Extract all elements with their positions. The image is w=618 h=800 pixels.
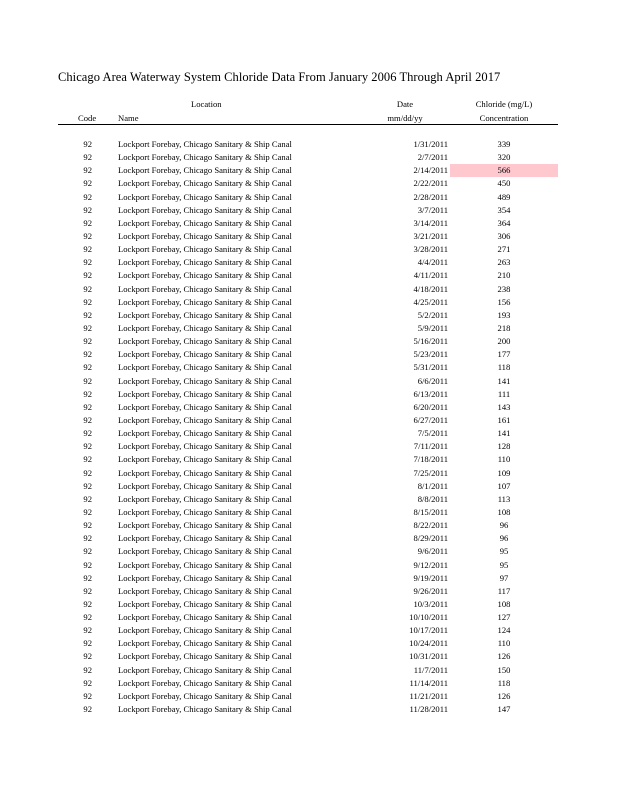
row-date: 6/20/2011: [413, 401, 448, 412]
row-code: 92: [83, 690, 92, 701]
row-code: 92: [83, 375, 92, 386]
header-chloride: Chloride (mg/L): [475, 99, 533, 109]
row-location-name: Lockport Forebay, Chicago Sanitary & Ship Canal: [118, 322, 292, 333]
row-concentration: 450: [497, 178, 511, 189]
row-date: 10/24/2011: [409, 638, 448, 649]
table-row: [0, 204, 618, 217]
table-row: [0, 532, 618, 545]
row-concentration: 210: [497, 270, 511, 281]
row-code: 92: [83, 704, 92, 715]
table-row: [0, 519, 618, 532]
table-row: [0, 388, 618, 401]
row-concentration: 364: [497, 217, 511, 228]
row-concentration: 96: [499, 520, 509, 531]
table-row: [0, 611, 618, 624]
row-code: 92: [83, 152, 92, 163]
table-row: [0, 164, 618, 177]
row-code: 92: [83, 414, 92, 425]
row-code: 92: [83, 257, 92, 268]
row-location-name: Lockport Forebay, Chicago Sanitary & Ship Canal: [118, 520, 292, 531]
row-code: 92: [83, 270, 92, 281]
row-date: 10/10/2011: [409, 612, 448, 623]
row-code: 92: [83, 559, 92, 570]
header-date-format: mm/dd/yy: [387, 113, 423, 123]
row-code: 92: [83, 480, 92, 491]
row-concentration: 126: [497, 690, 511, 701]
row-location-name: Lockport Forebay, Chicago Sanitary & Ship Canal: [118, 480, 292, 491]
row-concentration: 141: [497, 375, 511, 386]
row-location-name: Lockport Forebay, Chicago Sanitary & Ship Canal: [118, 401, 292, 412]
row-code: 92: [83, 230, 92, 241]
row-code: 92: [83, 362, 92, 373]
row-code: 92: [83, 244, 92, 255]
data-table-body: [0, 138, 618, 716]
row-code: 92: [83, 533, 92, 544]
row-date: 6/6/2011: [417, 375, 448, 386]
row-date: 5/2/2011: [417, 309, 448, 320]
table-row: [0, 480, 618, 493]
row-code: 92: [83, 309, 92, 320]
row-location-name: Lockport Forebay, Chicago Sanitary & Ship Canal: [118, 244, 292, 255]
table-row: [0, 467, 618, 480]
row-concentration: 109: [497, 467, 511, 478]
table-row: [0, 414, 618, 427]
row-code: 92: [83, 191, 92, 202]
row-concentration: 238: [497, 283, 511, 294]
table-row: [0, 624, 618, 637]
row-date: 2/7/2011: [417, 152, 448, 163]
row-concentration: 111: [497, 388, 511, 399]
row-location-name: Lockport Forebay, Chicago Sanitary & Ship Canal: [118, 598, 292, 609]
row-location-name: Lockport Forebay, Chicago Sanitary & Ship Canal: [118, 139, 292, 149]
row-concentration: 193: [497, 309, 511, 320]
row-location-name: Lockport Forebay, Chicago Sanitary & Ship Canal: [118, 217, 292, 228]
table-row: [0, 151, 618, 164]
row-concentration: 161: [497, 414, 511, 425]
row-location-name: Lockport Forebay, Chicago Sanitary & Ship Canal: [118, 638, 292, 649]
row-location-name: Lockport Forebay, Chicago Sanitary & Ship Canal: [118, 585, 292, 596]
row-code: 92: [83, 217, 92, 228]
row-date: 10/3/2011: [413, 598, 448, 609]
row-code: 92: [83, 454, 92, 465]
row-date: 8/15/2011: [413, 506, 448, 517]
row-concentration: 566: [497, 165, 511, 176]
row-location-name: Lockport Forebay, Chicago Sanitary & Ship Canal: [118, 651, 292, 662]
row-code: 92: [83, 493, 92, 504]
row-location-name: Lockport Forebay, Chicago Sanitary & Ship Canal: [118, 704, 292, 715]
row-location-name: Lockport Forebay, Chicago Sanitary & Ship Canal: [118, 270, 292, 281]
header-code: Code: [78, 113, 97, 123]
row-date: 4/25/2011: [413, 296, 448, 307]
row-concentration: 117: [497, 585, 511, 596]
table-row: [0, 690, 618, 703]
table-row: [0, 703, 618, 716]
row-concentration: 177: [497, 349, 511, 360]
row-location-name: Lockport Forebay, Chicago Sanitary & Ship Canal: [118, 152, 292, 163]
document-title: Chicago Area Waterway System Chloride Data From January 2006 Through April 2017: [58, 70, 501, 84]
table-row: [0, 572, 618, 585]
row-concentration: 200: [497, 336, 511, 347]
table-row: [0, 217, 618, 230]
row-date: 3/21/2011: [413, 230, 448, 241]
row-concentration: 218: [497, 322, 511, 333]
row-concentration: 489: [497, 191, 511, 202]
row-code: 92: [83, 664, 92, 675]
table-row: [0, 361, 618, 374]
table-row: [0, 322, 618, 335]
row-location-name: Lockport Forebay, Chicago Sanitary & Ship Canal: [118, 493, 292, 504]
table-row: [0, 585, 618, 598]
row-code: 92: [83, 638, 92, 649]
row-location-name: Lockport Forebay, Chicago Sanitary & Ship Canal: [118, 388, 292, 399]
row-date: 7/11/2011: [413, 441, 448, 452]
table-row: [0, 269, 618, 282]
row-location-name: Lockport Forebay, Chicago Sanitary & Ship Canal: [118, 546, 292, 557]
row-code: 92: [83, 520, 92, 531]
table-row: [0, 637, 618, 650]
row-code: 92: [83, 651, 92, 662]
row-location-name: Lockport Forebay, Chicago Sanitary & Ship Canal: [118, 309, 292, 320]
row-date: 2/22/2011: [413, 178, 448, 189]
row-date: 2/14/2011: [413, 165, 448, 176]
table-row: [0, 598, 618, 611]
row-concentration: 113: [497, 493, 511, 504]
row-location-name: Lockport Forebay, Chicago Sanitary & Ship Canal: [118, 441, 292, 452]
row-concentration: 147: [497, 704, 511, 715]
row-location-name: Lockport Forebay, Chicago Sanitary & Ship Canal: [118, 454, 292, 465]
row-concentration: 118: [497, 677, 511, 688]
row-concentration: 143: [497, 401, 511, 412]
row-date: 4/4/2011: [417, 257, 448, 268]
row-date: 7/18/2011: [413, 454, 448, 465]
row-concentration: 110: [497, 454, 511, 465]
header-location: Location: [191, 99, 222, 109]
row-date: 3/28/2011: [413, 244, 448, 255]
row-code: 92: [83, 349, 92, 360]
table-row: [0, 243, 618, 256]
table-row: [0, 506, 618, 519]
row-code: 92: [83, 283, 92, 294]
header-date: Date: [396, 99, 414, 109]
row-code: 92: [83, 598, 92, 609]
header-name: Name: [118, 113, 139, 123]
row-concentration: 110: [497, 638, 511, 649]
row-date: 10/31/2011: [409, 651, 448, 662]
row-date: 8/22/2011: [413, 520, 448, 531]
row-date: 10/17/2011: [409, 625, 448, 636]
row-location-name: Lockport Forebay, Chicago Sanitary & Ship Canal: [118, 165, 292, 176]
row-location-name: Lockport Forebay, Chicago Sanitary & Ship Canal: [118, 375, 292, 386]
table-row: [0, 177, 618, 190]
table-row: [0, 664, 618, 677]
row-location-name: Lockport Forebay, Chicago Sanitary & Ship Canal: [118, 533, 292, 544]
table-row: [0, 427, 618, 440]
row-code: 92: [83, 165, 92, 176]
table-row: [0, 256, 618, 269]
row-code: 92: [83, 139, 92, 149]
row-code: 92: [83, 625, 92, 636]
table-row: [0, 309, 618, 322]
row-location-name: Lockport Forebay, Chicago Sanitary & Ship Canal: [118, 664, 292, 675]
row-date: 7/25/2011: [413, 467, 448, 478]
row-concentration: 128: [497, 441, 511, 452]
row-location-name: Lockport Forebay, Chicago Sanitary & Ship Canal: [118, 428, 292, 439]
row-code: 92: [83, 441, 92, 452]
row-location-name: Lockport Forebay, Chicago Sanitary & Ship Canal: [118, 625, 292, 636]
row-concentration: 108: [497, 598, 511, 609]
row-location-name: Lockport Forebay, Chicago Sanitary & Ship Canal: [118, 230, 292, 241]
row-date: 5/31/2011: [413, 362, 448, 373]
table-row: [0, 348, 618, 361]
row-location-name: Lockport Forebay, Chicago Sanitary & Ship Canal: [118, 283, 292, 294]
row-location-name: Lockport Forebay, Chicago Sanitary & Ship Canal: [118, 204, 292, 215]
row-concentration: 96: [499, 533, 509, 544]
row-location-name: Lockport Forebay, Chicago Sanitary & Ship Canal: [118, 296, 292, 307]
row-concentration: 150: [497, 664, 511, 675]
table-row: [0, 559, 618, 572]
row-concentration: 127: [497, 612, 511, 623]
row-concentration: 141: [497, 428, 511, 439]
row-code: 92: [83, 401, 92, 412]
row-location-name: Lockport Forebay, Chicago Sanitary & Ship Canal: [118, 506, 292, 517]
row-code: 92: [83, 572, 92, 583]
row-code: 92: [83, 204, 92, 215]
row-code: 92: [83, 296, 92, 307]
row-location-name: Lockport Forebay, Chicago Sanitary & Ship Canal: [118, 257, 292, 268]
row-date: 1/31/2011: [413, 139, 448, 149]
row-concentration: 354: [497, 204, 511, 215]
row-code: 92: [83, 428, 92, 439]
row-location-name: Lockport Forebay, Chicago Sanitary & Ship Canal: [118, 336, 292, 347]
row-date: 11/7/2011: [413, 664, 448, 675]
row-date: 4/11/2011: [413, 270, 448, 281]
table-row: [0, 283, 618, 296]
table-row: [0, 138, 618, 151]
header-divider: [58, 124, 558, 125]
row-code: 92: [83, 388, 92, 399]
row-date: 6/13/2011: [413, 388, 448, 399]
row-date: 6/27/2011: [413, 414, 448, 425]
row-concentration: 271: [497, 244, 511, 255]
table-row: [0, 335, 618, 348]
row-date: 11/21/2011: [409, 690, 448, 701]
row-date: 4/18/2011: [413, 283, 448, 294]
row-code: 92: [83, 546, 92, 557]
row-concentration: 339: [497, 139, 511, 149]
row-concentration: 107: [497, 480, 511, 491]
row-location-name: Lockport Forebay, Chicago Sanitary & Ship Canal: [118, 414, 292, 425]
row-concentration: 320: [497, 152, 511, 163]
row-date: 3/14/2011: [413, 217, 448, 228]
row-location-name: Lockport Forebay, Chicago Sanitary & Ship Canal: [118, 467, 292, 478]
row-location-name: Lockport Forebay, Chicago Sanitary & Ship Canal: [118, 178, 292, 189]
row-date: 5/16/2011: [413, 336, 448, 347]
row-location-name: Lockport Forebay, Chicago Sanitary & Ship Canal: [118, 572, 292, 583]
row-code: 92: [83, 612, 92, 623]
table-row: [0, 677, 618, 690]
row-concentration: 118: [497, 362, 511, 373]
table-row: [0, 191, 618, 204]
row-concentration: 306: [497, 230, 511, 241]
row-concentration: 108: [497, 506, 511, 517]
row-location-name: Lockport Forebay, Chicago Sanitary & Ship Canal: [118, 349, 292, 360]
row-concentration: 263: [497, 257, 511, 268]
row-date: 9/26/2011: [413, 585, 448, 596]
table-row: [0, 375, 618, 388]
header-concentration: Concentration: [479, 113, 529, 123]
row-date: 8/1/2011: [417, 480, 448, 491]
table-row: [0, 230, 618, 243]
row-code: 92: [83, 178, 92, 189]
row-concentration: 97: [499, 572, 509, 583]
table-row: [0, 401, 618, 414]
row-date: 5/9/2011: [417, 322, 448, 333]
row-code: 92: [83, 336, 92, 347]
row-date: 7/5/2011: [417, 428, 448, 439]
row-location-name: Lockport Forebay, Chicago Sanitary & Ship Canal: [118, 612, 292, 623]
table-row: [0, 493, 618, 506]
table-row: [0, 296, 618, 309]
row-date: 9/12/2011: [413, 559, 448, 570]
row-concentration: 124: [497, 625, 511, 636]
row-location-name: Lockport Forebay, Chicago Sanitary & Ship Canal: [118, 362, 292, 373]
row-concentration: 95: [499, 546, 509, 557]
row-code: 92: [83, 322, 92, 333]
row-date: 5/23/2011: [413, 349, 448, 360]
row-date: 3/7/2011: [417, 204, 448, 215]
row-code: 92: [83, 467, 92, 478]
row-location-name: Lockport Forebay, Chicago Sanitary & Ship Canal: [118, 690, 292, 701]
row-location-name: Lockport Forebay, Chicago Sanitary & Ship Canal: [118, 559, 292, 570]
row-code: 92: [83, 506, 92, 517]
row-concentration: 95: [499, 559, 509, 570]
row-code: 92: [83, 585, 92, 596]
row-date: 8/8/2011: [417, 493, 448, 504]
table-row: [0, 453, 618, 466]
table-row: [0, 545, 618, 558]
table-row: [0, 440, 618, 453]
row-concentration: 156: [497, 296, 511, 307]
row-date: 9/6/2011: [417, 546, 448, 557]
row-date: 9/19/2011: [413, 572, 448, 583]
row-date: 11/14/2011: [409, 677, 448, 688]
row-concentration: 126: [497, 651, 511, 662]
row-date: 8/29/2011: [413, 533, 448, 544]
row-date: 2/28/2011: [413, 191, 448, 202]
table-row: [0, 650, 618, 663]
row-location-name: Lockport Forebay, Chicago Sanitary & Ship Canal: [118, 677, 292, 688]
row-date: 11/28/2011: [409, 704, 448, 715]
row-code: 92: [83, 677, 92, 688]
row-location-name: Lockport Forebay, Chicago Sanitary & Ship Canal: [118, 191, 292, 202]
